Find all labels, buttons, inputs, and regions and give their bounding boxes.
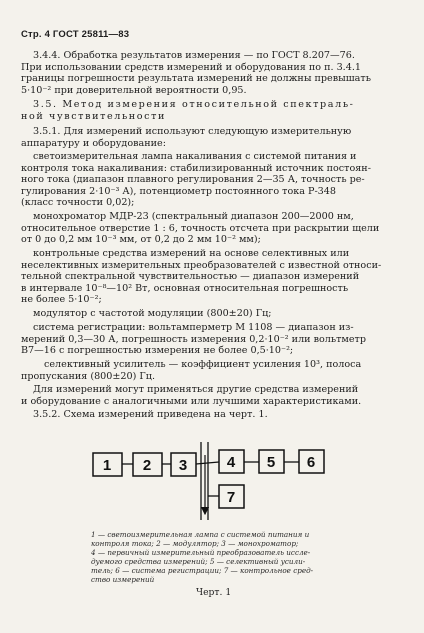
block-label: 5 xyxy=(266,454,276,471)
text-line: аппаратуру и оборудование: xyxy=(21,137,166,149)
text-line: контроля тока накаливания: стабилизированный источник постоян- xyxy=(21,162,371,174)
text-line: При использовании средств измерений и оборудования по п. 3.4.1 xyxy=(21,61,361,73)
page-header: Стр. 4 ГОСТ 25811—83 xyxy=(21,29,130,40)
text-line: относительное отверстие 1 : 6, точность отсчета при раскрытии щели xyxy=(21,222,380,234)
legend-line: 4 — первичный измерительный преобразователь иссле- xyxy=(91,548,311,557)
text-line: от 0 до 0,2 мм 10⁻³ мм, от 0,2 до 2 мм 10⁻² мм); xyxy=(21,234,261,245)
block-label: 6 xyxy=(306,454,316,471)
text-line: ного тока (диапазон плавного регулирования 2—35 А, точность ре- xyxy=(21,174,365,185)
text-line: мерений 0,3—30 А, погрешность измерения 0,2·10⁻² или вольтметр xyxy=(21,333,366,345)
text-line: система регистрации: вольтамперметр М 1108 — диапазон из- xyxy=(33,322,354,333)
text-line: гулирования 2·10⁻³ А), потенциометр постоянного тока Р-348 xyxy=(21,185,336,197)
block-label: 7 xyxy=(226,489,236,506)
text-line: 3.4.4. Обработка результатов измерения — по ГОСТ 8.207—76. xyxy=(33,50,355,61)
text-line: В7—16 с погрешностью измерения не более 0,5·10⁻²; xyxy=(21,345,294,356)
figure-caption: Черт. 1 xyxy=(196,587,232,598)
text-line: селективный усилитель — коэффициент усиления 10³, полоса xyxy=(44,359,362,370)
legend-line: 1 — светоизмерительная лампа с системой питания и xyxy=(91,530,310,539)
legend-line: ство измерений xyxy=(91,575,155,584)
text-line: 3.5.2. Схема измерений приведена на черт. 1. xyxy=(33,409,268,420)
text-line: (класс точности 0,02); xyxy=(21,197,135,208)
text-line: границы погрешности результата измерений не должны превышать xyxy=(21,73,371,84)
legend-line: дуемого средства измерений; 5 — селективный усили- xyxy=(91,557,306,566)
section-heading: 3.5. Метод измерения относительной спектраль- xyxy=(33,99,355,110)
block-label: 2 xyxy=(142,457,152,474)
legend-line: контроля тока; 2 — модулятор; 3 — монохроматор; xyxy=(91,539,299,548)
text-line: неселективных измерительных преобразователей с известной относи- xyxy=(21,259,382,271)
text-line: светоизмерительная лампа накаливания с системой питания и xyxy=(33,151,357,162)
section-heading: ной чувствительности xyxy=(21,110,167,122)
text-line: пропускания (800±20) Гц. xyxy=(21,370,155,382)
text-line: не более 5·10⁻²; xyxy=(21,294,102,305)
text-line: модулятор с частотой модуляции (800±20) Гц; xyxy=(33,308,272,319)
text-line: Для измерений могут применяться другие средства измерений xyxy=(33,384,359,395)
legend-line: тель; 6 — система регистрации; 7 — контрольное сред- xyxy=(91,566,314,575)
text-line: монохроматор МДР-23 (спектральный диапазон 200—2000 нм, xyxy=(33,211,354,222)
text-line: и оборудование с аналогичными или лучшими характеристиками. xyxy=(21,395,362,407)
text-line: контрольные средства измерений на основе селективных или xyxy=(33,248,350,259)
block-label: 3 xyxy=(178,457,188,474)
text-line: тельной спектральной чувствительностью — диапазон измерений xyxy=(21,271,360,282)
text-line: в интервале 10⁻⁸—10² Вт, основная относительная погрешность xyxy=(21,282,349,294)
text-line: 5·10⁻² при доверительной вероятности 0,95. xyxy=(21,84,247,96)
text-line: 3.5.1. Для измерений используют следующую измерительную xyxy=(33,126,352,137)
block-label: 1 xyxy=(102,457,112,474)
block-label: 4 xyxy=(226,454,236,471)
